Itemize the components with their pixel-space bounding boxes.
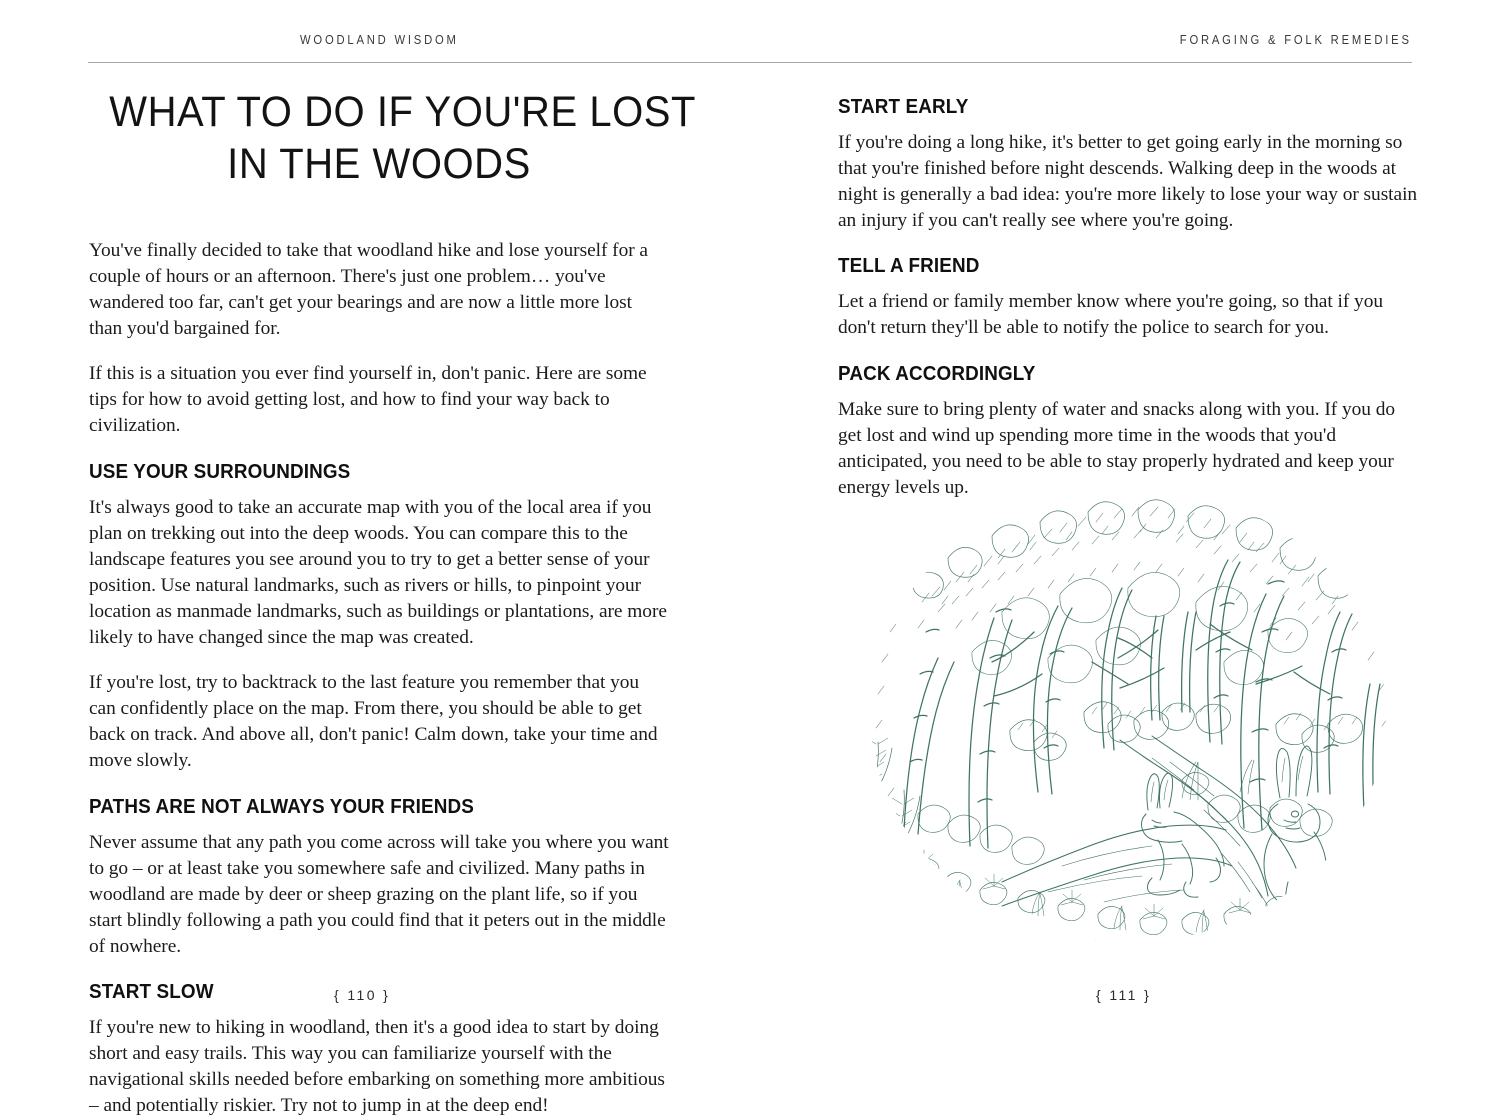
section-tell-a-friend (838, 254, 1418, 341)
hare-left (1142, 773, 1225, 897)
section-heading: PATHS ARE NOT ALWAYS YOUR FRIENDS (89, 794, 474, 818)
section-heading: PACK ACCORDINGLY (838, 361, 1036, 385)
section-paragraph: Never assume that any path you come across will take you where you want to go – or at least take you somewhere safe and civilized. Many paths in woodland are made by deer or sheep grazing on the plant life, so if you start blindly following a path you could find that it peters out in the middle of nowhere. (89, 831, 669, 957)
section-paragraph: Let a friend or family member know where you're going, so that if you don't return they'll be able to notify the police to search for you. (838, 291, 1383, 339)
section-paragraph: If you're new to hiking in woodland, then it's a good idea to start by doing short and easy trails. This way you can familiarize yourself with the navigational skills needed before embarking on something more ambitious – and potentially riskier. Try not to jump in at the deep end! (89, 1016, 665, 1117)
section-paragraph: If you're doing a long hike, it's better to get going early in the morning so that you're finished before night descends. Walking deep in the woods at night is generally a bad idea: you're more likely to lose your way or sustain an injury if you can't really see where you're going. (838, 132, 1418, 232)
running-head-recto: FORAGING & FOLK REMEDIES (1180, 33, 1412, 47)
section-heading: TELL A FRIEND (838, 254, 980, 278)
woodland-illustration-svg (852, 462, 1404, 962)
section-paragraph: It's always good to take an accurate map with you of the local area if you plan on trekking out into the deep woods. You can compare this to the landscape features you see around you to try to get a better sense of your position. Use natural landmarks, such as rivers or hills, to pinpoint your location as manmade landmarks, such as buildings or plantations, are more likely to have changed since the map was created. (89, 496, 667, 649)
folio-page-number-verso: { 110 } (334, 987, 391, 1003)
section-heading: USE YOUR SURROUNDINGS (89, 459, 351, 483)
canopy-foliage (912, 500, 1355, 685)
folio-page-number-recto: { 111 } (1096, 987, 1152, 1003)
intro-paragraph: You've finally decided to take that woodland hike and lose yourself for a couple of hours or an afternoon. There's just one problem… you've wandered too far, can't get your bearings and are now a little more lost than you'd bargained for. (89, 239, 648, 340)
undergrowth (1010, 702, 1363, 761)
intro-block (89, 238, 669, 440)
section-paragraph: If you're lost, try to backtrack to the last feature you remember that you can confidently place on the map. From there, you should be able to get back on track. And above all, don't panic! Calm down, take your time and move slowly. (89, 672, 658, 772)
section-heading: START SLOW (89, 979, 214, 1003)
section-heading: START EARLY (838, 95, 969, 118)
section-paragraph: Make sure to bring plenty of water and snacks along with you. If you do get lost and wind up spending more time in the woods that you'd anticipated, you need to be able to stay properly hydrated and keep your energy levels up. (838, 398, 1396, 498)
page-title-line-1: WHAT TO DO IF YOU'RE LOST (109, 88, 697, 136)
right-page-column (838, 0, 1418, 501)
illustration-linework (860, 500, 1391, 950)
intro-paragraph: If this is a situation you ever find yourself in, don't panic. Here are some tips for how to avoid getting lost, and how to find your way back to civilization. (89, 363, 647, 437)
hare-right (1264, 746, 1342, 930)
section-use-your-surroundings (89, 460, 669, 775)
forest-path (1002, 736, 1296, 914)
left-page-column (89, 0, 697, 1119)
page-title (109, 0, 697, 191)
section-paths-are-not-always-your-friends (89, 795, 669, 960)
section-start-early (838, 0, 1418, 234)
page-title-line-2: IN THE WOODS (227, 140, 531, 189)
woodland-illustration (852, 462, 1404, 962)
running-head-verso: WOODLAND WISDOM (300, 33, 459, 47)
vignette-edge (876, 524, 1388, 950)
